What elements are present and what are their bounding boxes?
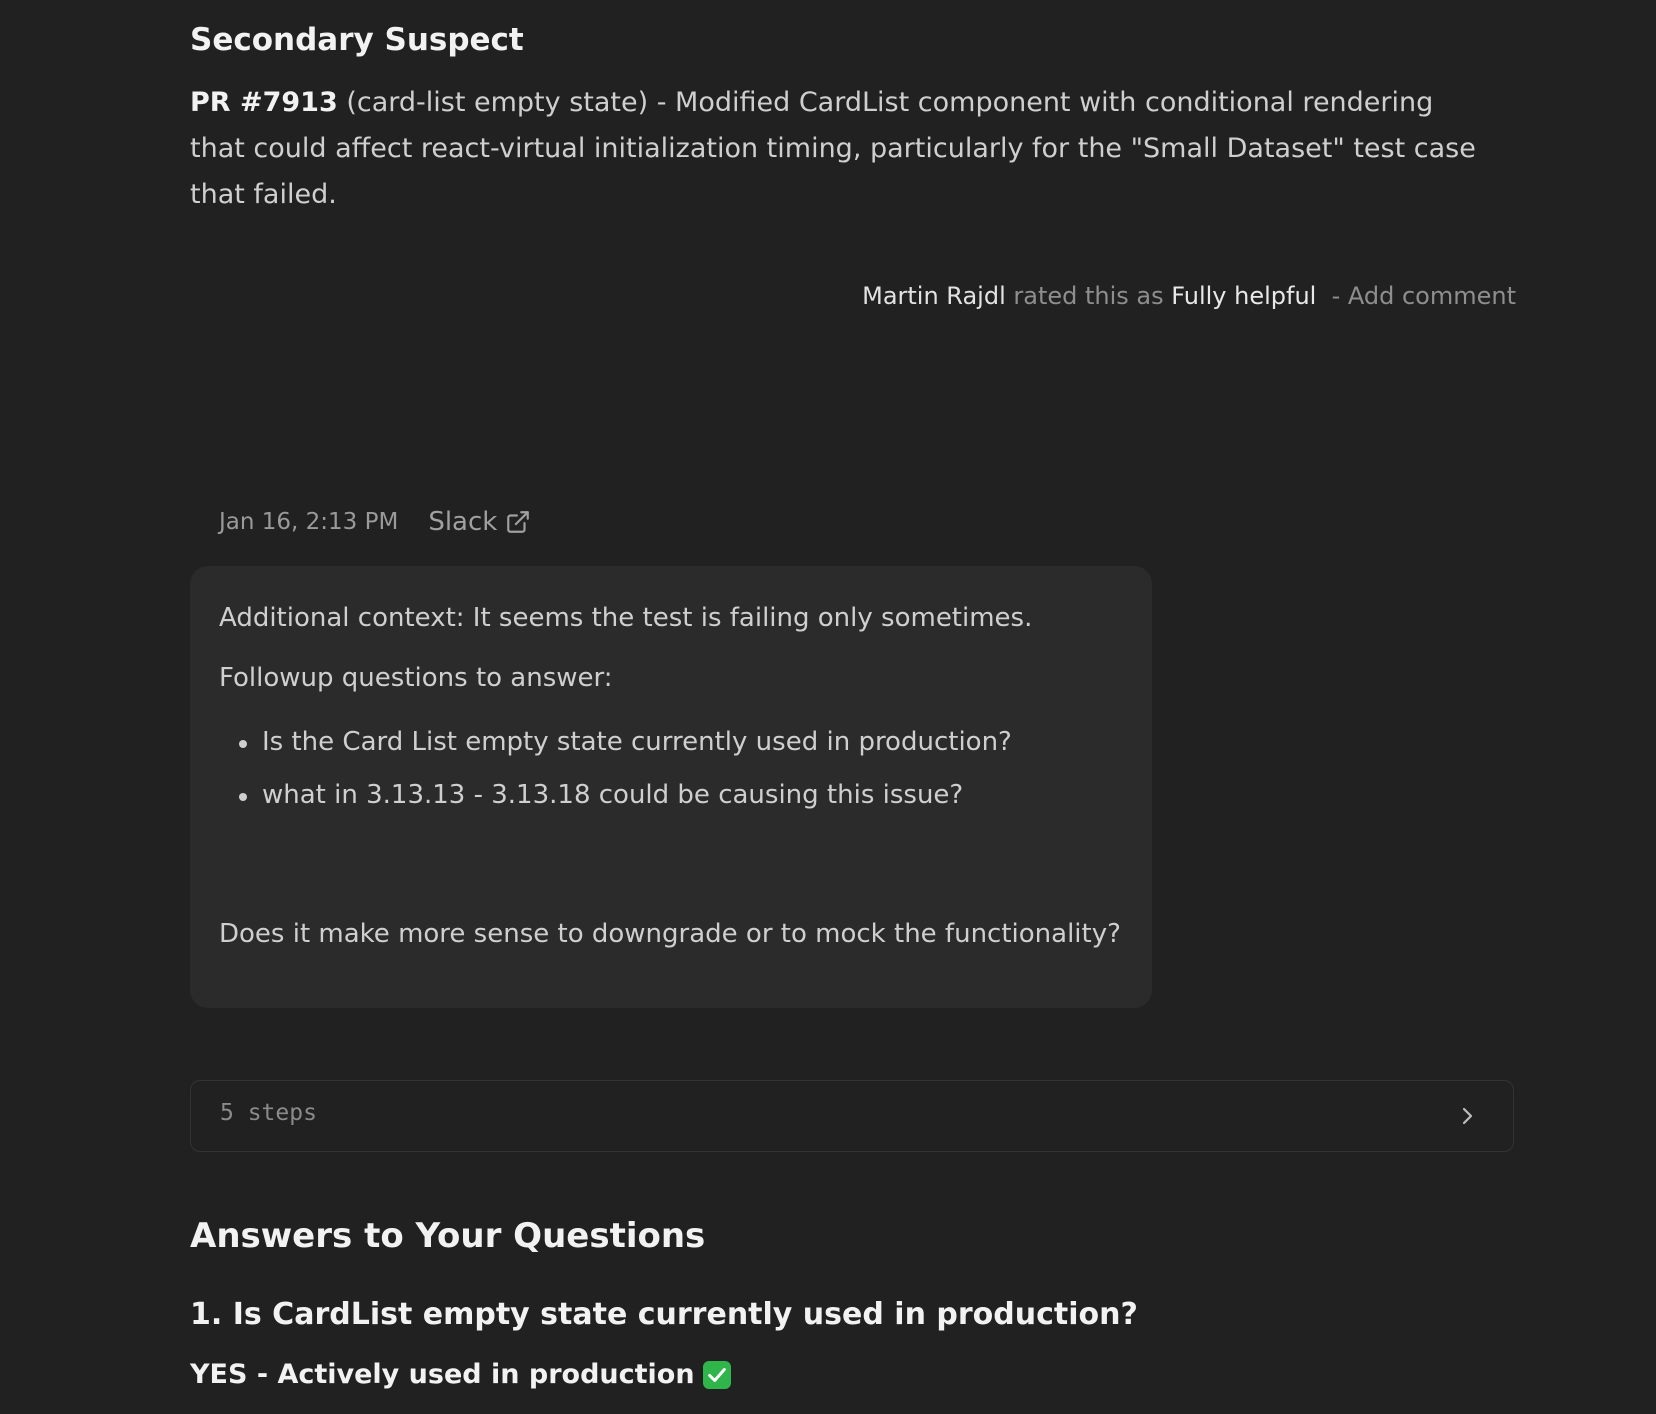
rating-separator: - xyxy=(1316,282,1348,310)
message-bubble xyxy=(190,566,1152,1008)
list-item: Is the Card List empty state currently used in production? xyxy=(219,724,1012,760)
rating-line xyxy=(862,279,1516,313)
rated-text: rated this as xyxy=(1005,282,1172,310)
message-closing: Does it make more sense to downgrade or to mock the functionality? xyxy=(219,919,1121,949)
list-item: what in 3.13.13 - 3.13.18 could be causing this issue? xyxy=(219,777,1012,813)
followup-question-list xyxy=(219,724,1012,830)
question-1-heading: 1. Is CardList empty state currently used in production? xyxy=(190,1297,1138,1332)
slack-link-label: Slack xyxy=(428,507,498,537)
rating-value: Fully helpful xyxy=(1171,282,1317,310)
check-mark-icon xyxy=(703,1361,731,1389)
message-timestamp: Jan 16, 2:13 PM xyxy=(219,509,399,535)
message-meta xyxy=(219,503,531,541)
answers-heading: Answers to Your Questions xyxy=(190,1216,706,1256)
steps-expander[interactable] xyxy=(190,1080,1514,1152)
secondary-suspect-paragraph xyxy=(190,80,1480,218)
chevron-right-icon xyxy=(1455,1104,1479,1128)
secondary-suspect-body: (card-list empty state) - Modified CardList component with conditional rendering that could affect react-virtual initialization timing, particularly for the "Small Dataset" test case that failed. xyxy=(190,87,1476,210)
pr-label: PR #7913 xyxy=(190,87,338,118)
rater-name: Martin Rajdl xyxy=(862,282,1006,310)
secondary-suspect-heading: Secondary Suspect xyxy=(190,22,524,58)
question-1-answer-text: YES - Actively used in production xyxy=(190,1359,695,1390)
followup-label: Followup questions to answer: xyxy=(219,663,613,693)
slack-link[interactable] xyxy=(428,507,531,537)
message-context: Additional context: It seems the test is failing only sometimes. xyxy=(219,603,1033,633)
question-1-answer xyxy=(190,1356,731,1394)
external-link-icon xyxy=(505,509,531,535)
add-comment-link[interactable]: Add comment xyxy=(1347,282,1516,310)
steps-label: 5 steps xyxy=(220,1100,317,1126)
